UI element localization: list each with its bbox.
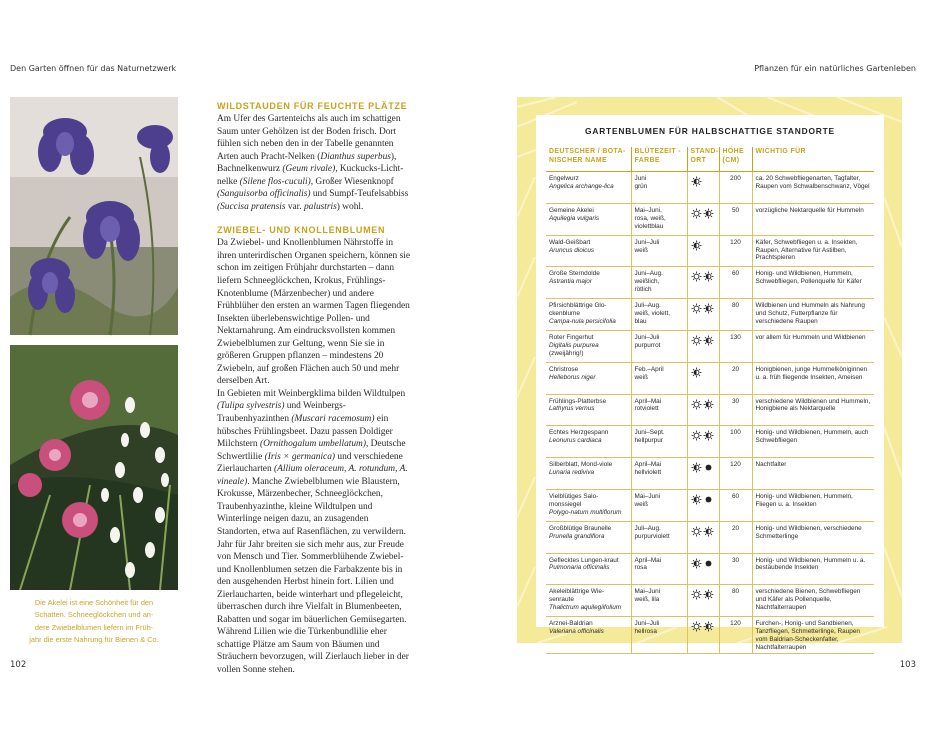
plant-name-cell: Arznei-Baldrian Valeriana officinalis (546, 617, 631, 654)
height-cell: 20 (719, 521, 752, 553)
running-head-left: Den Garten öffnen für das Naturnetzwerk (10, 64, 177, 73)
table-panel (517, 97, 902, 651)
table-row (546, 172, 874, 204)
location-cell (687, 553, 719, 585)
important-cell: Honig- und Wildbienen, Hummeln, Fliegen u. a. Insekten (752, 489, 874, 521)
half-shade-icon (691, 176, 702, 187)
bloom-cell: Juni–Juli purpurrot (631, 330, 687, 362)
half-shade-icon (703, 335, 714, 346)
location-cell (687, 394, 719, 426)
height-cell: 120 (719, 617, 752, 654)
header-height: HÖHE (CM) (719, 147, 752, 172)
height-cell: 60 (719, 489, 752, 521)
table-row (546, 330, 874, 362)
table-row (546, 426, 874, 458)
height-cell: 130 (719, 330, 752, 362)
table-title: GARTENBLUMEN FÜR HALBSCHATTIGE STANDORTE (585, 126, 835, 136)
table-card (536, 115, 884, 651)
important-cell: verschiedene Wildbienen und Hummeln, Honigbiene als Nektarquelle (752, 394, 874, 426)
body-paragraph: Da Zwiebel- und Knollenblumen Nährstoffe in ihren unterirdischen Organen speichern, können sie schon im zeitigen Frühjahr durchstarten – dann liefern Schneeglöckchen, Krokus, Frühlings-Knotenblume (Märzenbecher) und andere Frühblüher den ersten an warmen Tagen fliegenden Insekten überlebenswichtige Pollen- und Nektarnahrung. Am eindrucksvollsten kommen Zwiebelblumen zur Geltung, wenn Sie sie in größeren Gruppen pflanzen – mindestens 20 Zwiebeln, auf großen Flächen auch 50 und mehr derselben Art. (217, 238, 410, 387)
columbine-photo (10, 97, 178, 335)
running-head-right: Pflanzen für ein natürliches Gartenleben (754, 64, 916, 73)
plant-name-cell: Echtes Herzgespann Leonurus cardiaca (546, 426, 631, 458)
plant-name-cell: Wald-Geißbart Aruncus dioicus (546, 235, 631, 267)
location-cell (687, 203, 719, 235)
half-shade-icon (691, 240, 702, 251)
photo-caption (10, 597, 178, 647)
page-number-right: 103 (899, 660, 916, 670)
height-cell: 50 (719, 203, 752, 235)
location-cell (687, 426, 719, 458)
height-cell: 30 (719, 553, 752, 585)
table-row (546, 394, 874, 426)
plant-name-cell: Pfirsichblättrige Glo-ckenblume Campa-nula persicifolia (546, 299, 631, 331)
table-row (546, 299, 874, 331)
sun-icon (691, 399, 702, 410)
bloom-cell: Juni grün (631, 172, 687, 204)
half-shade-icon (691, 558, 702, 569)
body-paragraph: Am Ufer des Gartenteichs als auch im schattigen Saum unter Gehölzen ist der Boden frisch. Dort fühlen sich neben den in der Tabelle genannten Arten auch Pracht-Nelken (Dianthus superbus), Bachnelkenwurz (Geum rivale), Kuckucks-Licht-nelke (Silene flos-cuculi), Großer Wiesenknopf (Sanguisorba officinalis) und Sumpf-Teufelsabbiss (Succisa pratensis var. palustris) wohl. (217, 114, 409, 212)
important-cell: Nachtfalter (752, 458, 874, 490)
table-row (546, 521, 874, 553)
header-bloom: BLÜTEZEIT -FARBE (631, 147, 687, 172)
half-shade-icon (703, 526, 714, 537)
important-cell: vor allem für Hummeln und Wildbienen (752, 330, 874, 362)
bloom-cell: Juni–Aug. weißlich, rötlich (631, 267, 687, 299)
half-shade-icon (703, 271, 714, 282)
location-cell (687, 267, 719, 299)
body-text-column (217, 100, 411, 677)
half-shade-icon (703, 208, 714, 219)
plant-name-cell: Großblütige Braunelle Prunella grandiflora (546, 521, 631, 553)
plant-name-cell: Gemeine Akelei Aquilegia vulgaris (546, 203, 631, 235)
section-heading: WILDSTAUDEN FÜR FEUCHTE PLÄTZE (217, 101, 408, 111)
height-cell: 80 (719, 299, 752, 331)
important-cell: vorzügliche Nektarquelle für Hummeln (752, 203, 874, 235)
shade-icon (703, 494, 714, 505)
important-cell: verschiedene Bienen, Schwebfliegen und Käfer als Pollenquelle, Nachtfalterraupen (752, 585, 874, 617)
height-cell: 100 (719, 426, 752, 458)
body-paragraph: In Gebieten mit Weinbergklima bilden Wildtulpen (Tulipa sylvestris) und Weinbergs-Traubenhyazinthen (Muscari racemosum) ein hübsches Frühlingsbeet. Dazu passen Doldiger Milchstern (Ornithogalum umbellatum), Deutsche Schwertlilie (Iris × germanica) und verschiedene Zierlaucharten (Allium oleraceum, A. rotundum, A. vineale). Manche Zwiebelblumen wie Blaustern, Krokusse, Märzenbecher, Schneeglöckchen, Traubenhyazinthe, kleine Wildtulpen und Winterlinge neigen dazu, an zusagenden Standorten, etwa auf Rasenflächen, zu verwildern. Jahr für Jahr breiten sie sich mehr aus, zur Freude von Mensch und Tier. Sommerblühende Zwiebel- und Knollenblumen setzen die Farbakzente bis in den ausgehenden Herbst hinein fort. Lilien und Zierlaucharten, beide winterhart und pflegeleicht, überraschen durch ihre Vielfalt in Blumenbeeten, Rabatten und sogar im bäuerlichen Gemüsegarten. Während Lilien wie die Türkenbundlilie eher schattige Plätze am Saum von Bäumen und Sträuchern bevorzugen, will Zierlauch lieber in der vollen Sonne stehen. (217, 388, 409, 675)
sun-icon (691, 303, 702, 314)
table-row (546, 362, 874, 394)
shade-icon (703, 462, 714, 473)
table-row (546, 585, 874, 617)
bloom-cell: Juni–Juli weiß (631, 235, 687, 267)
bloom-cell: Juli–Aug. weiß, violett, blau (631, 299, 687, 331)
location-cell (687, 235, 719, 267)
bloom-cell: Feb.–April weiß (631, 362, 687, 394)
location-cell (687, 617, 719, 654)
section-heading: ZWIEBEL- UND KNOLLENBLUMEN (217, 225, 386, 236)
shade-icon (703, 558, 714, 569)
important-cell: Honig- und Wildbienen, Hummeln u. a. bestäubende Insekten (752, 553, 874, 585)
half-shade-icon (703, 430, 714, 441)
sun-icon (691, 621, 702, 632)
important-cell: Honigbienen, junge Hummelköniginnen u. a. früh fliegende Insekten, Ameisen (752, 362, 874, 394)
caption-line: Schatten. Schneeglöckchen und an- (34, 610, 154, 620)
caption-line: Die Akelei ist eine Schönheit für den (34, 598, 154, 607)
sun-icon (691, 335, 702, 346)
table-row (546, 617, 874, 654)
bloom-cell: Mai–Juni weiß, lila (631, 585, 687, 617)
height-cell: 30 (719, 394, 752, 426)
table-row (546, 489, 874, 521)
important-cell: Honig- und Wildbienen, Hummeln, auch Schwebfliegen (752, 426, 874, 458)
plant-table (546, 147, 874, 654)
header-location: STAND-ORT (687, 147, 719, 172)
bloom-cell: Juni–Sept. hellpurpur (631, 426, 687, 458)
sun-icon (691, 430, 702, 441)
height-cell: 60 (719, 267, 752, 299)
sun-icon (691, 526, 702, 537)
bloom-cell: April–Mai rotviolett (631, 394, 687, 426)
location-cell (687, 489, 719, 521)
height-cell: 80 (719, 585, 752, 617)
table-row (546, 458, 874, 490)
half-shade-icon (703, 621, 714, 632)
half-shade-icon (703, 399, 714, 410)
location-cell (687, 299, 719, 331)
location-cell (687, 362, 719, 394)
important-cell: Honig- und Wildbienen, verschiedene Schmetterlinge (752, 521, 874, 553)
important-cell: Honig- und Wildbienen, Hummeln, Schwebfliegen, Pollenquelle für Käfer (752, 267, 874, 299)
header-important: WICHTIG FÜR (752, 147, 874, 172)
plant-name-cell: Frühlings-Platterbse Lathyrus vernus (546, 394, 631, 426)
plant-name-cell: Akeleiblättrige Wie-senraute Thalictrum aquilegiifolium (546, 585, 631, 617)
important-cell: Furchen-, Honig- und Sandbienen, Tanzfliegen, Schmetterlinge, Raupen vom Baldrian-Scheckenfalter, Nachtfalterraupen (752, 617, 874, 654)
bloom-cell: April–Mai rosa (631, 553, 687, 585)
location-cell (687, 172, 719, 204)
bloom-cell: Mai–Juni, rosa, weiß, violettblau (631, 203, 687, 235)
half-shade-icon (691, 494, 702, 505)
bloom-cell: Juli–Aug. purpurviolett (631, 521, 687, 553)
hellebore-snowdrop-photo (10, 345, 178, 590)
important-cell: ca. 20 Schwebfliegenarten, Tagfalter, Raupen vom Schwalbenschwanz, Vögel (752, 172, 874, 204)
plant-name-cell: Geflecktes Lungen-kraut Pulmonaria officinalis (546, 553, 631, 585)
height-cell: 120 (719, 235, 752, 267)
height-cell: 200 (719, 172, 752, 204)
half-shade-icon (691, 462, 702, 473)
bloom-cell: Juni–Juli hellrosa (631, 617, 687, 654)
caption-line: dere Zwiebelblumen liefern im Früh- (34, 622, 154, 632)
table-row (546, 235, 874, 267)
table-row (546, 553, 874, 585)
page-number-left: 102 (10, 660, 27, 670)
sun-icon (691, 208, 702, 219)
bloom-cell: April–Mai hellviolett (631, 458, 687, 490)
plant-name-cell: Roter Fingerhut Digitalis purpurea (zweijährig!) (546, 330, 631, 362)
bloom-cell: Mai–Juni weiß (631, 489, 687, 521)
important-cell: Käfer, Schwebfliegen u. a. Insekten, Raupen, Alternative für Astilben, Prachtspieren (752, 235, 874, 267)
height-cell: 20 (719, 362, 752, 394)
plant-name-cell: Christrose Helleborus niger (546, 362, 631, 394)
important-cell: Wildbienen und Hummeln als Nahrung und Schutz, Futterpflanze für verschiedene Raupen (752, 299, 874, 331)
half-shade-icon (691, 367, 702, 378)
plant-name-cell: Vielblütiges Salo-monssiegel Polygo-natum multiflorum (546, 489, 631, 521)
plant-name-cell: Engelwurz Angelica archange-lica (546, 172, 631, 204)
location-cell (687, 585, 719, 617)
table-row (546, 267, 874, 299)
table-row (546, 203, 874, 235)
location-cell (687, 521, 719, 553)
sun-icon (691, 589, 702, 600)
table-header-row (546, 147, 874, 172)
half-shade-icon (703, 303, 714, 314)
location-cell (687, 330, 719, 362)
header-name: DEUTSCHER / BOTA-NISCHER NAME (546, 147, 631, 172)
plant-name-cell: Silberblatt, Mond-viole Lunaria rediviva (546, 458, 631, 490)
half-shade-icon (703, 589, 714, 600)
location-cell (687, 458, 719, 490)
sun-icon (691, 271, 702, 282)
caption-line: jahr die erste Nahrung für Bienen & Co. (29, 635, 159, 645)
height-cell: 120 (719, 458, 752, 490)
plant-name-cell: Große Sterndolde Astrantia major (546, 267, 631, 299)
